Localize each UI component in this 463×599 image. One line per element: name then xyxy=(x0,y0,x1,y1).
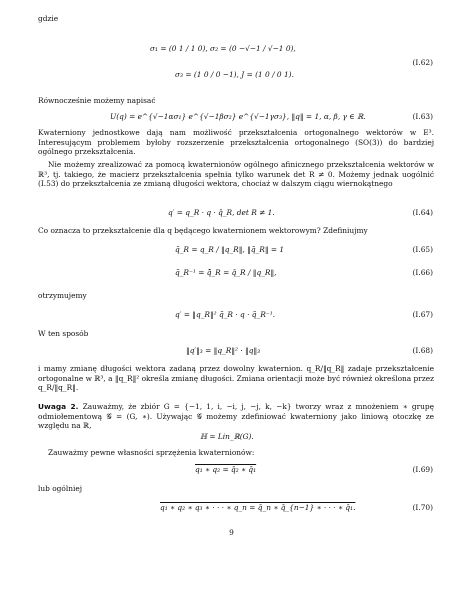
equation-I64: q′ = q_R · q · q̄_R, det R ≠ 1. xyxy=(168,208,275,217)
paragraph-lub-ogolniej: lub ogólniej xyxy=(38,484,82,493)
equation-I70: q₁ ∗ q₂ ∗ q₃ ∗ · · · ∗ q_n = q̄_n ∗ q̄_{n−1} ∗ · · · ∗ q̄₁. xyxy=(160,503,356,512)
equation-I66: q̃_R⁻¹ = q̄̃_R = q̄_R / ‖q_R‖, xyxy=(175,268,277,277)
equation-number-I64: (I.64) xyxy=(412,208,433,217)
paragraph-nie-mozemy: Nie możemy zrealizować za pomocą kwaternionów ogólnego afinicznego przekształcenia wektorów w ℝ³, tj. takiego, że macierz przekształcenia spełnia tylko warunek det R ≠ 0. Możemy jednak uogólnić (I.53) do przekształcenia ze zmianą długości wektora, chociaż w dalszym ciągu wiernokątnego xyxy=(38,160,434,189)
paragraph-kwaterniony: Kwaterniony jednostkowe dają nam możliwość przekształcenia ortogonalnego wektorów w E³. Interesującym problemem byłoby rozszerzenie przekształcenia ortogonalnego (SO(3)) do bardziej ogólnego przekształcenia. xyxy=(38,128,434,157)
equation-pauli-line1: σ₁ = (0 1 / 1 0), σ₂ = (0 −√−1 / √−1 0), xyxy=(150,44,296,53)
equation-number-I70: (I.70) xyxy=(412,503,433,512)
page-number: 9 xyxy=(229,528,234,537)
equation-number-I69: (I.69) xyxy=(412,465,433,474)
paragraph-rownoczesnie: Równocześnie możemy napisać xyxy=(38,96,156,105)
paragraph-i-mamy: i mamy zmianę długości wektora zadaną przez dowolny kwaternion. q_R/‖q_R‖ zadaje przekształcenie ortogonalne w ℝ³, a ‖q_R‖² określa zmianę długości. Zmiana orientacji może być również określona przez q_R/‖q_R‖. xyxy=(38,364,434,393)
equation-U: U(q) = e^{√−1ασ₁} e^{√−1βσ₂} e^{√−1γσ₃}, ‖q‖ = 1, α, β, γ ∈ ℝ. xyxy=(110,112,366,121)
equation-number-I62: (I.62) xyxy=(412,58,433,67)
equation-number-I68: (I.68) xyxy=(412,346,433,355)
paragraph-w-ten-sposob: W ten sposób xyxy=(38,329,89,338)
intro-word: gdzie xyxy=(38,14,59,23)
equation-number-I66: (I.66) xyxy=(412,268,433,277)
paragraph-zauwazmy: Zauważmy pewne własności sprzężenia kwaternionów: xyxy=(48,448,255,457)
paragraph-otrzymujemy: otrzymujemy xyxy=(38,291,87,300)
equation-I67: q′ = ‖q_R‖² q̃_R · q · q̃_R⁻¹. xyxy=(175,310,276,319)
equation-lin: ℍ = Lin_ℝ(G). xyxy=(200,432,254,441)
equation-pauli-line2: σ₃ = (1 0 / 0 −1), J = (1 0 / 0 1). xyxy=(175,70,294,79)
equation-I68: ‖q′‖₃ = ‖q_R‖² · ‖q‖₃ xyxy=(186,346,261,355)
equation-number-I65: (I.65) xyxy=(412,245,433,254)
remark-text: Zauważmy, że zbiór G = {−1, 1, i, −i, j, −j, k, −k} tworzy wraz z mnożeniem ∗ grupę odmiołementową 𝒢 = (G, ∗). Używając 𝒢 możemy zdefiniować kwaterniony jako liniową otoczkę ze względu na ℝ, xyxy=(38,402,434,431)
remark-label: Uwaga 2. xyxy=(38,402,79,411)
equation-number-I63: (I.63) xyxy=(412,112,433,121)
remark-2 xyxy=(38,402,434,431)
equation-I69: q₁ ∗ q₂ = q̄₂ ∗ q̄₁ xyxy=(195,465,257,474)
equation-number-I67: (I.67) xyxy=(412,310,433,319)
equation-I65: q̃_R = q_R / ‖q_R‖, ‖q̃_R‖ = 1 xyxy=(175,245,285,254)
paragraph-co-oznacza: Co oznacza to przekształcenie dla q będącego kwaternionem wektorowym? Zdefiniujmy xyxy=(38,226,368,235)
